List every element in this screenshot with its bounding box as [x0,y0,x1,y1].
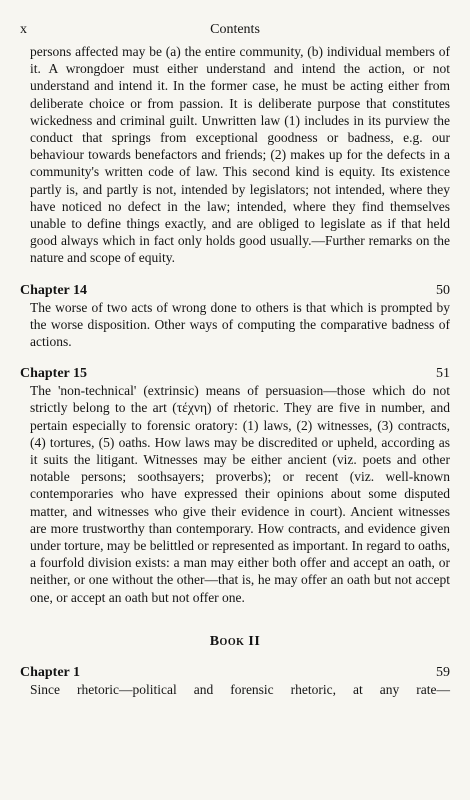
chapter-label: Chapter 15 [20,366,88,382]
chapter-page-number: 59 [436,664,450,680]
chapter-label: Chapter 14 [20,282,88,298]
chapter-heading-14 [20,282,450,299]
chapter-summary-book2-1: Since rhetoric—political and forensic rhetoric, at any rate— [30,681,450,697]
book-heading [20,634,450,650]
running-head-title: Contents [210,22,260,37]
running-head [20,21,450,43]
chapter-page-number: 50 [436,282,450,298]
chapter-summary-15: The 'non-technical' (extrinsic) means of persuasion—those which do not strictly belong to the art (τέχνη) of rhetoric. They are five in number, and pertain especially to forensic oratory: (1) laws, (2) witnesses, (3) contracts, (4) tortures, (5) oaths. How laws may be discredited or upheld, according as it suits the litigant. Witnesses may be either ancient (viz. poets and other notable persons; soothsayers; proverbs); or recent (viz. well-known contemporaries who have expressed their opinions about some disputed matter, and witnesses who give their evidence in court). Ancient witnesses are more trustworthy than contemporary. How contracts, and evidence given under torture, may be belittled or represented as important. In regard to oaths, a fourfold division exists: a man may either both offer and accept an oath, or neither, or one without the other—that is, he may offer an oath but not accept one, or accept an oath but not offer one. [30,383,450,605]
chapter-label: Chapter 1 [20,664,81,680]
chapter-heading-15 [20,365,450,382]
continued-paragraph: persons affected may be (a) the entire community, (b) individual members of it. A wrongdoer must either understand and intend the action, or not understand and intend it. In the former case, he must be acting either from deliberate choice or from passion. It is deliberate purpose that constitutes wickedness and criminal guilt. Unwritten law (1) includes in its purview the conduct that springs from exceptional goodness or badness, e.g. our behaviour towards benefactors and friends; (2) makes up for the defects in a community's written code of law. This second kind is equity. Its existence partly is, and partly is not, intended by legislators; not intended, where they have noticed no defect in the law; intended, where they find themselves unable to define things exactly, and are obliged to legislate as if that held good always which in fact only holds good usually.—Further remarks on the nature and scope of equity. [30,44,450,266]
page-folio: x [20,22,27,37]
chapter-summary-14: The worse of two acts of wrong done to others is that which is prompted by the worse disposition. Other ways of computing the comparative badness of actions. [30,299,450,350]
chapter-heading-book2-1 [20,664,450,681]
book-heading-text: Book II [209,633,261,649]
chapter-page-number: 51 [436,366,450,382]
